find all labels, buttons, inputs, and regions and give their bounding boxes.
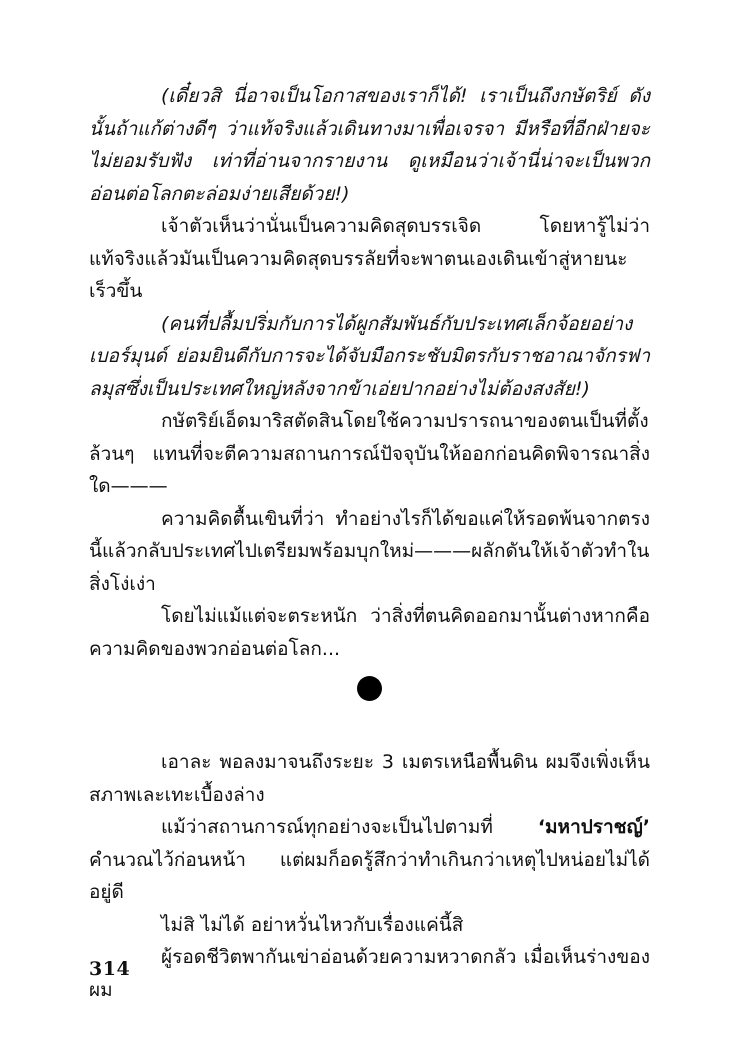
narration-paragraph: เอาละ พอลงมาจนถึงระยะ 3 เมตรเหนือพื้นดิน ผมจึงเพิ่งเห็นสภาพเละเทะเบื้องล่าง [89, 751, 650, 806]
paragraph-text: คำนวณไว้ก่อนหน้า แต่ผมก็อดรู้สึกว่าทำเกินกว่าเหตุไปหน่อยไม่ได้อยู่ดี [89, 848, 650, 903]
narration-paragraph: ไม่สิ ไม่ได้ อย่าหวั่นไหวกับเรื่องแค่นี้สิ [161, 913, 464, 936]
section-two-text [89, 746, 650, 1006]
section-one-text [89, 80, 650, 665]
narration-paragraph: เจ้าตัวเห็นว่านั่นเป็นความคิดสุดบรรเจิด โดยหารู้ไม่ว่าแท้จริงแล้วมันเป็นความคิดสุดบรรลัยที่จะพาตนเองเดินเข้าสู่หายนะเร็วขึ้น [89, 215, 650, 302]
paragraph-text: แม้ว่าสถานการณ์ทุกอย่างจะเป็นไปตามที่ [161, 816, 538, 838]
page-number: 314 [89, 958, 131, 980]
narration-paragraph: ความคิดตื้นเขินที่ว่า ทำอย่างไรก็ได้ขอแค่ให้รอดพ้นจากตรงนี้แล้วกลับประเทศไปเตรียมพร้อมบุกใหม่———ผลักดันให้เจ้าตัวทำในสิ่งโง่เง่า [89, 507, 650, 595]
narration-paragraph [89, 811, 650, 909]
scene-break-dot-icon [357, 676, 382, 701]
narration-paragraph: กษัตริย์เอ็ดมาริสตัดสินโดยใช้ความปรารถนาของตนเป็นที่ตั้งล้วนๆ แทนที่จะตีความสถานการณ์ปัจจุบันให้ออกก่อนคิดพิจารณาสิ่งใด——— [89, 410, 650, 497]
inner-thought-paragraph: (คนที่ปลื้มปริ่มกับการได้ผูกสัมพันธ์กับประเทศเล็กจ้อยอย่างเบอร์มุนด์ ย่อมยินดีกับการจะได้จับมือกระชับมิตรกับราชอาณาจักรฟาลมุสซึ่งเป็นประเทศใหญ่หลังจากข้าเอ่ยปากอย่างไม่ต้องสงสัย!) [89, 312, 650, 400]
inner-thought-paragraph: (เดี๋ยวสิ นี่อาจเป็นโอกาสของเราก็ได้! เราเป็นถึงกษัตริย์ ดังนั้นถ้าแก้ต่างดีๆ ว่าแท้จริงแล้วเดินทางมาเพื่อเจรจา มีหรือที่อีกฝ่ายจะไม่ยอมรับฟัง เท่าที่อ่านจากรายงาน ดูเหมือนว่าเจ้านี่น่าจะเป็นพวกอ่อนต่อโลกตะล่อมง่ายเสียด้วย!) [89, 85, 650, 205]
narration-paragraph: โดยไม่แม้แต่จะตระหนัก ว่าสิ่งที่ตนคิดออกมานั้นต่างหากคือความคิดของพวกอ่อนต่อโลก... [89, 605, 650, 660]
emphasized-title: ‘มหาปราชญ์’ [537, 816, 650, 838]
narration-paragraph: ผู้รอดชีวิตพากันเข่าอ่อนด้วยความหวาดกลัว เมื่อเห็นร่างของผม [89, 946, 650, 1001]
